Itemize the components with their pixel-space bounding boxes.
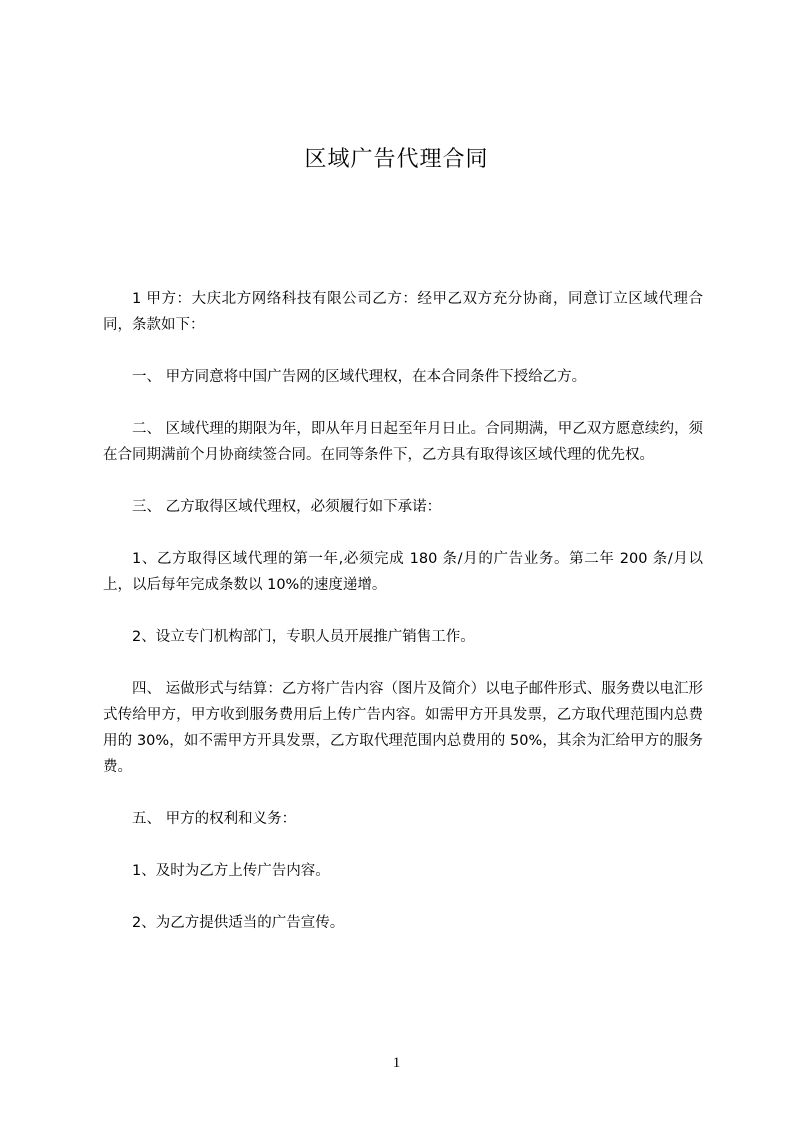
document-title: 区域广告代理合同 [304, 147, 489, 172]
paragraph-clause-5-item-1: 1、及时为乙方上传广告内容。 [132, 863, 330, 879]
paragraph-parties: 1 甲方：大庆北方网络科技有限公司乙方：经甲乙双方充分协商，同意订立区域代理合同，条款如下： [103, 291, 703, 333]
paragraph-clause-3: 三、 乙方取得区域代理权，必须履行如下承诺： [132, 499, 442, 515]
paragraph-clause-5-item-2: 2、为乙方提供适当的广告宣传。 [132, 915, 345, 931]
document-body [103, 286, 703, 962]
paragraph-clause-1: 一、 甲方同意将中国广告网的区域代理权，在本合同条件下授给乙方。 [132, 369, 587, 385]
paragraph-clause-3-item-2: 2、设立专门机构部门，专职人员开展推广销售工作。 [132, 629, 475, 645]
paragraph-clause-5: 五、 甲方的权利和义务： [132, 811, 297, 827]
paragraph-clause-2: 二、 区域代理的期限为年，即从年月日起至年月日止。合同期满，甲乙双方愿意续约，须在合同期满前个月协商续签合同。在同等条件下，乙方具有取得该区域代理的优先权。 [103, 421, 703, 463]
page-number: 1 [392, 1055, 401, 1071]
paragraph-clause-4: 四、 运做形式与结算：乙方将广告内容（图片及简介）以电子邮件形式、服务费以电汇形式传给甲方，甲方收到服务费用后上传广告内容。如需甲方开具发票，乙方取代理范围内总费用的 30%，如不需甲方开具发票，乙方取代理范围内总费用的 50%，其余为汇给甲方的服务费。 [103, 681, 703, 775]
paragraph-clause-3-item-1: 1、乙方取得区域代理的第一年,必须完成 180 条/月的广告业务。第二年 200 条/月以上，以后每年完成条数以 10%的速度递增。 [103, 551, 703, 593]
